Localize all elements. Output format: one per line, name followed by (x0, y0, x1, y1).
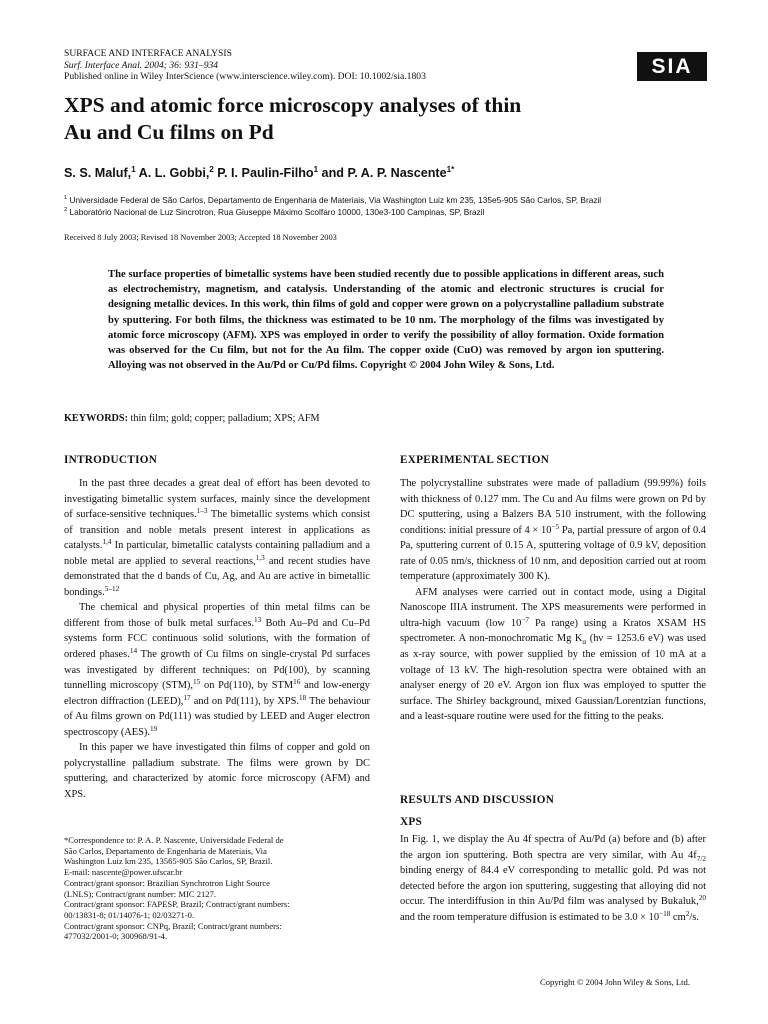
title-line-2: Au and Cu films on Pd (64, 120, 274, 144)
paragraph: The polycrystalline substrates were made of palladium (99.99%) foils with thickness of 0.127 mm. The Cu and Au films were grown on Pd by DC sputtering, using a Balzers BA 510 instrument, with the following conditions: initial pressure of $4 \times 10^{-5}$ Pa, partial pressure of argon of 0.4 Pa, sputtering current of 0.15 A, sputtering voltage of 0.9 kV, deposition rate of 0.05 nm/s, thickness of 10 nm, and deposition carried out at room temperature (approximately 300 K). (400, 478, 706, 583)
experimental-body (400, 476, 706, 725)
section-heading-introduction: INTRODUCTION (64, 454, 158, 466)
author-affiliation-mark: 1* (446, 164, 455, 174)
paragraph: In Fig. 1, we display the Au 4f spectra of Au/Pd (a) before and (b) after the argon ion sputtering. Both spectra are very similar, with Au $4f_{7/2}$ binding energy of 84.4 eV corresponding to metallic gold. Pd was not detected before the argon ion sputtering, suggesting that alloying did not occur. The interdiffusion in thin Au/Pd film was analysed by Bukaluk,$^{20}$ and the room temperature diffusion is estimated to be $3.0 \times 10^{-18}$ $cm^2/s$. (400, 834, 706, 923)
paragraph: In this paper we have investigated thin films of copper and gold on polycrystalline palladium substrate. The films were grown by DC sputtering, and characterized by atomic force microscopy (AFM) and XPS. (64, 742, 370, 800)
author-affiliation-mark: 2 (209, 164, 214, 174)
paragraph: AFM analyses were carried out in contact mode, using a Digital Nanoscope IIIA instrument. The XPS measurements were performed in ultra-high vacuum (low $10^{-7}$ Pa range) using a Kratos XSAM HS spectrometer. A non-monochromatic Mg $K_\alpha$ (hν = 1253.6 eV) was used as x-ray source, with power supplied by the emission of 10 mA at a voltage of 13 kV. The high-resolution spectra were obtained with an analyser energy of 20 eV. Argon ion flux was employed to sputter the surface. The Shirley background, mixed Gaussian/Lorentzian functions, and a least-square routine were used for the fitting to the peaks. (400, 586, 707, 723)
introduction-body (64, 476, 370, 802)
affiliation: $^2$ Laboratório Nacional de Luz Sincrotron, Rua Giuseppe Máximo Scolfaro 10000, 130e3-100 Campinas, SP, Brazil (64, 207, 485, 217)
journal-name: SURFACE AND INTERFACE ANALYSIS (64, 48, 232, 59)
subsection-heading-xps: XPS (400, 816, 423, 828)
paragraph: The chemical and physical properties of thin metal films can be different from those of bulk metal surfaces.$^{13}$ Both Au–Pd and Cu–Pd systems form FCC continuous solid solutions, with the formation of ordered phases.$^{14}$ The growth of Cu films on single-crystal Pd surfaces was investigated by different techniques: on Pd(100), by scanning tunnelling microscopy (STM),$^{15}$ on Pd(110), by STM$^{16}$ and low-energy electron diffraction (LEED),$^{17}$ and on Pd(111), by XPS.$^{18}$ The behaviour of Au films grown on Pd(111) was studied by LEED and Auger electron spectroscopy (AES).$^{19}$ (64, 602, 371, 738)
keywords-text: thin film; gold; copper; palladium; XPS; AFM (127, 413, 320, 424)
results-body (400, 832, 706, 925)
paragraph: In the past three decades a great deal of effort has been devoted to investigating bimetallic system surfaces, mainly since the development of surface-sensitive techniques.$^{1-3}$ The bimetallic systems which consist of transition and noble metals present interest in applications as catalysts.$^{1,4}$ In particular, bimetallic catalysts containing palladium and a noble metal are applied to several reactions,$^{1,3}$ and recent studies have demonstrated that the d bands of Cu, Ag, and Au are active in bimetallic bondings.$^{5-12}$ (64, 478, 371, 598)
author-affiliation-mark: 1 (313, 164, 319, 174)
author-list (64, 166, 454, 180)
article-title (64, 92, 704, 146)
author-name: and P. A. P. Nascente (318, 166, 447, 180)
copyright-footer: Copyright © 2004 John Wiley & Sons, Ltd. (540, 977, 690, 987)
section-heading-results: RESULTS AND DISCUSSION (400, 794, 555, 806)
journal-logo: SIA (637, 52, 707, 81)
correspondence-footnote: *Correspondence to: P. A. P. Nascente, Universidade Federal de São Carlos, Departamento de Engenharia de Materiais, Via Washington Luiz km 235, 13565-905 São Carlos, SP, Brazil. E-mail: nascente@power.ufscar.br Contract/grant sponsor: Brazilian Synchrotron Light Source (LNLS); Contract/grant number: MIC 2127. Contract/grant sponsor: FAPESP, Brazil; Contract/grant numbers: 00/13831-8; 01/14076-1; 02/03271-0. Contract/grant sponsor: CNPq, Brazil; Contract/grant numbers: 477032/2001-0; 300968/91-4. (64, 835, 290, 942)
author-name: P. I. Paulin-Filho (213, 166, 314, 180)
keywords (64, 413, 320, 424)
section-heading-experimental: EXPERIMENTAL SECTION (400, 454, 550, 466)
author-name: S. S. Maluf, (64, 166, 132, 180)
received-dates: Received 8 July 2003; Revised 18 November 2003; Accepted 18 November 2003 (64, 233, 337, 242)
title-line-1: XPS and atomic force microscopy analyses of thin (64, 93, 522, 117)
affiliation: $^1$ Universidade Federal de São Carlos, Departamento de Engenharia de Materiais, Via Washington Luiz km 235, 135e5-905 São Carlos, SP, Brazil (64, 195, 602, 205)
keywords-label: KEYWORDS: (64, 413, 128, 424)
abstract: The surface properties of bimetallic systems have been studied recently due to possible applications in different areas, such as electrochemistry, magnetism, and catalysis. Understanding of the atomic and electronic structures is crucial for designing metallic devices. In this work, thin films of gold and copper were grown on a polycrystalline palladium substrate by sputtering. For both films, the thickness was estimated to be 10 nm. The morphology of the films was investigated by atomic force microscopy (AFM). XPS was employed in order to verify the possibility of alloy formation. Oxide formation was observed for the Cu film, but not for the Au film. The copper oxide (CuO) was removed by argon ion sputtering. Alloying was not observed in the Au/Pd or Cu/Pd films. Copyright © 2004 John Wiley & Sons, Ltd. (108, 269, 664, 372)
author-name: A. L. Gobbi, (135, 166, 210, 180)
author-affiliation-mark: 1 (131, 164, 136, 174)
journal-citation: Surf. Interface Anal. 2004; 36: 931–934 (64, 59, 219, 71)
journal-header (64, 48, 564, 83)
publication-info: Published online in Wiley InterScience (www.interscience.wiley.com). DOI: 10.1002/sia.1803 (64, 71, 426, 82)
